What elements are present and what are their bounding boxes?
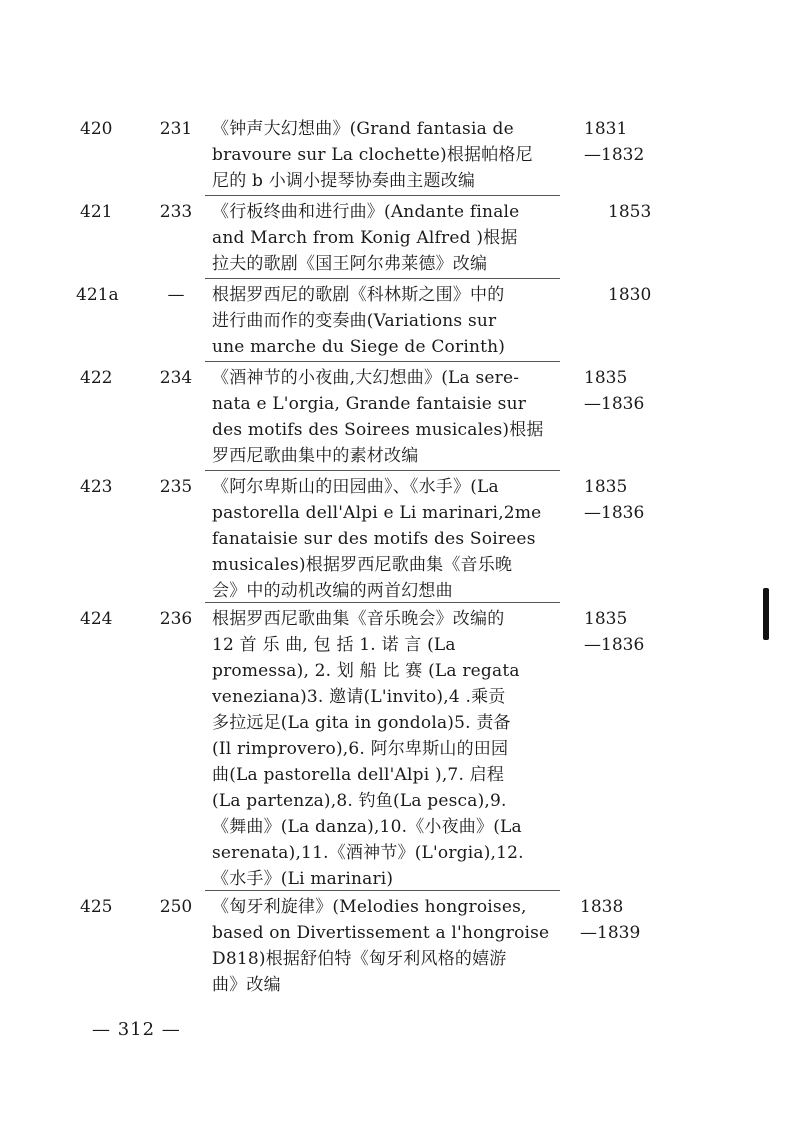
work-title	[212, 199, 560, 277]
year	[580, 894, 660, 946]
catalog-number: 423	[80, 477, 113, 497]
s-number: 236	[159, 609, 193, 629]
title-line: une marche du Siege de Corinth)	[212, 337, 506, 357]
title-line: 根据罗西尼的歌剧《科林斯之围》中的	[212, 285, 505, 305]
work-title	[212, 606, 560, 892]
page-number: — 312 —	[92, 1019, 181, 1040]
title-line: (La partenza),8. 钓鱼(La pesca),9.	[212, 791, 507, 811]
catalog-number: 422	[80, 368, 113, 388]
title-line: 《钟声大幻想曲》(Grand fantasia de	[212, 119, 514, 139]
title-line: D818)根据舒伯特《匈牙利风格的嬉游	[212, 949, 507, 969]
year-line: 1835	[584, 609, 628, 629]
title-line: des motifs des Soirees musicales)根据	[212, 420, 544, 440]
s-number: 235	[159, 477, 193, 497]
title-line: 曲(La pastorella dell'Alpi ),7. 启程	[212, 765, 505, 785]
s-number: —	[167, 285, 185, 305]
year-line: 1835	[584, 368, 628, 388]
year-line: —1836	[584, 394, 645, 414]
work-title	[212, 116, 560, 194]
s-number: 231	[159, 119, 193, 139]
year-line: —1836	[584, 635, 645, 655]
year-line: 1831	[584, 119, 628, 139]
row-divider	[205, 602, 560, 603]
year-line: —1832	[584, 145, 645, 165]
title-line: pastorella dell'Alpi e Li marinari,2me	[212, 503, 542, 523]
work-title	[212, 365, 560, 469]
work-title	[212, 474, 560, 604]
title-line: 罗西尼歌曲集中的素材改编	[212, 446, 419, 466]
year	[608, 199, 688, 225]
year	[608, 282, 688, 308]
catalog-number: 420	[80, 119, 113, 139]
row-divider	[205, 470, 560, 471]
title-line: 多拉远足(La gita in gondola)5. 责备	[212, 713, 511, 733]
title-line: 《匈牙利旋律》(Melodies hongroises,	[212, 897, 527, 917]
title-line: serenata),11.《酒神节》(L'orgia),12.	[212, 843, 524, 863]
row-divider	[205, 361, 560, 362]
year-line: —1836	[584, 503, 645, 523]
work-title	[212, 894, 560, 998]
catalog-number: 424	[80, 609, 113, 629]
title-line: 拉夫的歌剧《国王阿尔弗莱德》改编	[212, 254, 488, 274]
title-line: 《舞曲》(La danza),10.《小夜曲》(La	[212, 817, 522, 837]
title-line: 《水手》(Li marinari)	[212, 869, 394, 889]
catalog-number: 421	[80, 202, 113, 222]
year-line: 1838	[580, 897, 624, 917]
title-line: and March from Konig Alfred )根据	[212, 228, 518, 248]
s-number: 250	[159, 897, 193, 917]
title-line: 《酒神节的小夜曲,大幻想曲》(La sere-	[212, 368, 520, 388]
catalog-number: 425	[80, 897, 113, 917]
row-divider	[205, 890, 560, 891]
row-divider	[205, 278, 560, 279]
title-line: 尼的 b 小调小提琴协奏曲主题改编	[212, 171, 476, 191]
title-line: fanataisie sur des motifs des Soirees	[212, 529, 536, 549]
year	[584, 606, 664, 658]
s-number: 234	[159, 368, 193, 388]
title-line: 根据罗西尼歌曲集《音乐晚会》改编的	[212, 609, 505, 629]
year-line: 1835	[584, 477, 628, 497]
year-line: 1853	[608, 202, 652, 222]
title-line: based on Divertissement a l'hongroise	[212, 923, 550, 943]
title-line: promessa), 2. 划 船 比 赛 (La regata	[212, 661, 520, 681]
title-line: 《行板终曲和进行曲》(Andante finale	[212, 202, 520, 222]
title-line: bravoure sur La clochette)根据帕格尼	[212, 145, 533, 165]
title-line: 12 首 乐 曲, 包 括 1. 诺 言 (La	[212, 635, 456, 655]
title-line: (Il rimprovero),6. 阿尔卑斯山的田园	[212, 739, 509, 759]
scan-margin-mark	[763, 588, 769, 640]
title-line: musicales)根据罗西尼歌曲集《音乐晚	[212, 555, 513, 575]
year-line: 1830	[608, 285, 652, 305]
title-line: 曲》改编	[212, 975, 281, 995]
s-number: 233	[159, 202, 193, 222]
title-line: veneziana)3. 邀请(L'invito),4 .乘贡	[212, 687, 506, 707]
year	[584, 474, 664, 526]
work-title	[212, 282, 560, 360]
title-line: 《阿尔卑斯山的田园曲》、《水手》(La	[212, 477, 499, 497]
year	[584, 116, 664, 168]
title-line: 会》中的动机改编的两首幻想曲	[212, 581, 453, 601]
title-line: 进行曲而作的变奏曲(Variations sur	[212, 311, 497, 331]
row-divider	[205, 195, 560, 196]
year-line: —1839	[580, 923, 641, 943]
title-line: nata e L'orgia, Grande fantaisie sur	[212, 394, 527, 414]
year	[584, 365, 664, 417]
catalog-number: 421a	[76, 285, 119, 305]
